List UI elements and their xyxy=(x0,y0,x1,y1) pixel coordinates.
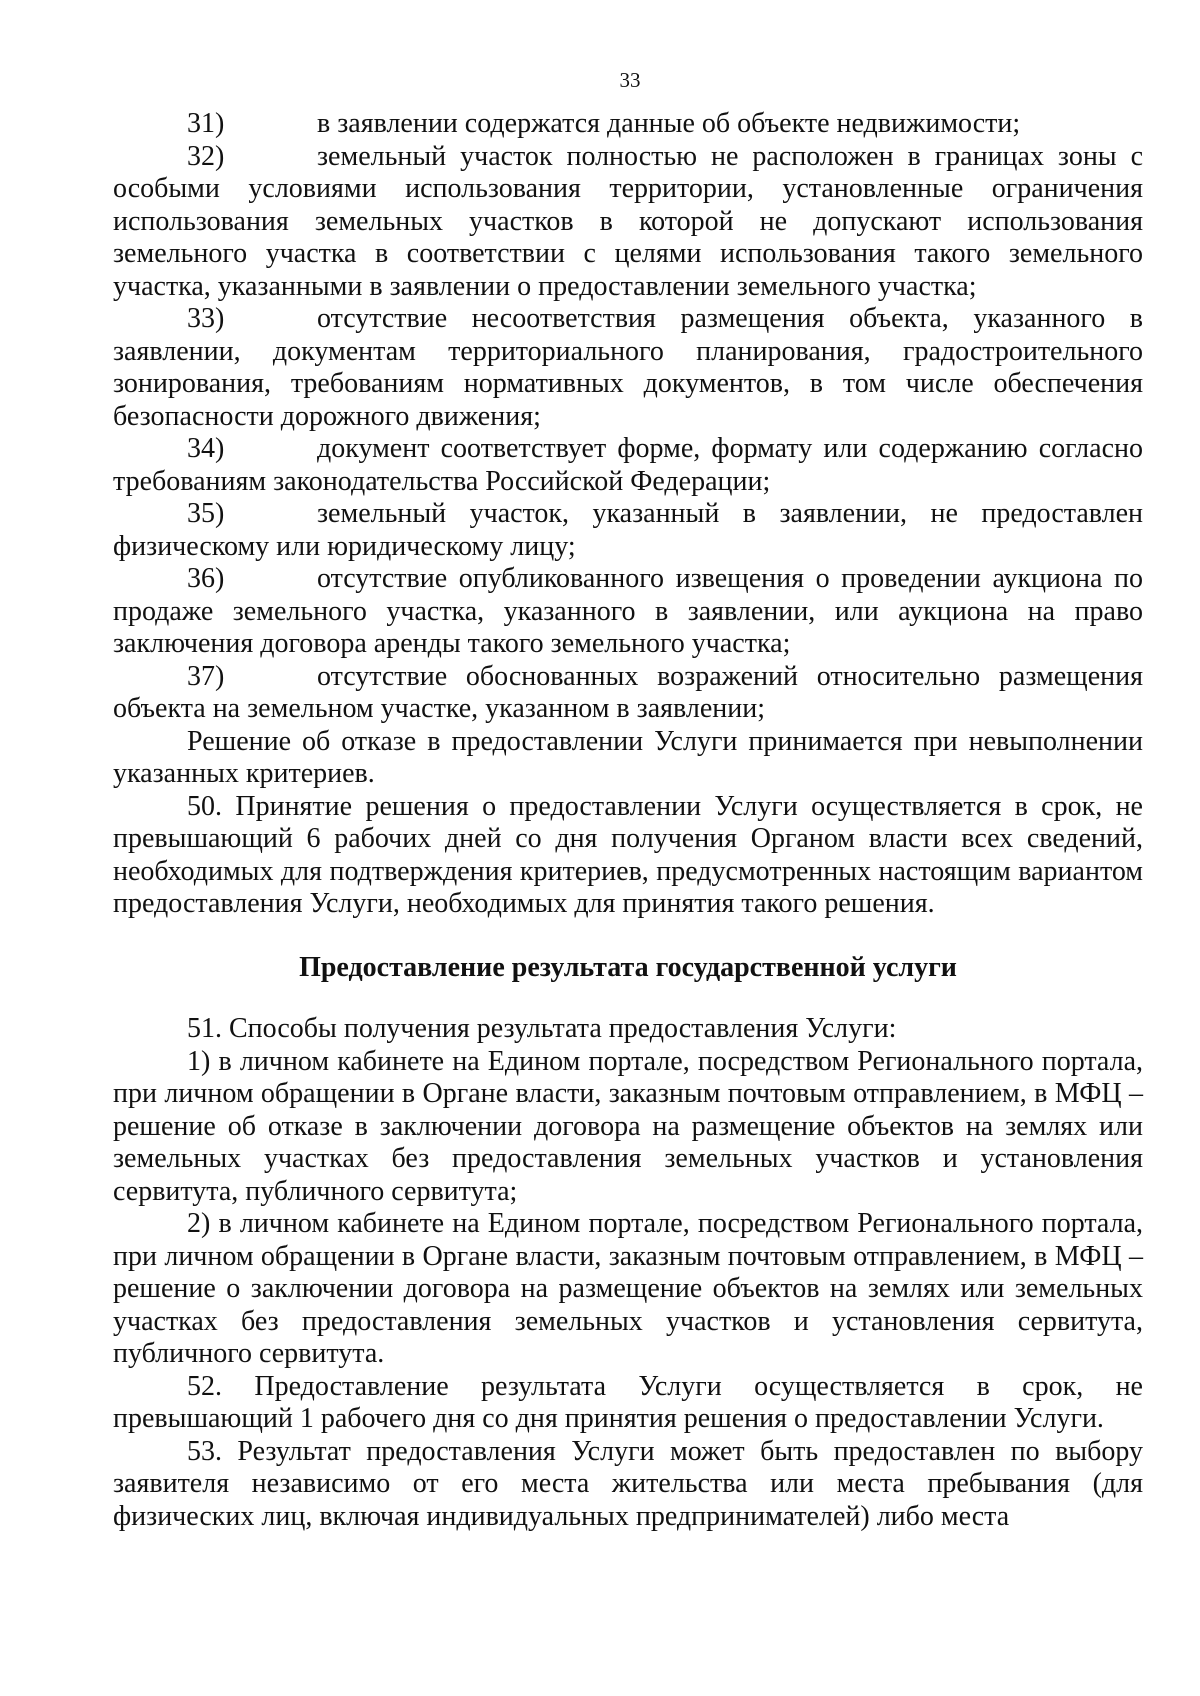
paragraph: 1) в личном кабинете на Едином портале, посредством Регионального портала, при личном обращении в Органе власти, заказным почтовым отправлением, в МФЦ – решение об отказе в заключении договора на размещение объектов на землях или земельных участках без предоставления земельных участков и установления сервитута, публичного сервитута; xyxy=(113,1045,1143,1207)
list-item xyxy=(113,563,1143,661)
list-item xyxy=(113,108,1143,141)
paragraph: 53. Результат предоставления Услуги может быть предоставлен по выбору заявителя независимо от его места жительства или места пребывания (для физических лиц, включая индивидуальных предпринимателей) либо места xyxy=(113,1435,1143,1532)
item-text: отсутствие опубликованного извещения о проведении аукциона по продаже земельного участка, указанного в заявлении, или аукциона на право заключения договора аренды такого земельного участка; xyxy=(113,563,1143,659)
list-item xyxy=(113,141,1143,304)
item-number: 32) xyxy=(187,140,225,172)
paragraph: Решение об отказе в предоставлении Услуги принимается при невыполнении указанных критериев. xyxy=(113,725,1143,789)
item-number: 34) xyxy=(187,433,225,464)
item-number: 31) xyxy=(187,108,225,139)
item-text: отсутствие обоснованных возражений относительно размещения объекта на земельном участке, указанном в заявлении; xyxy=(113,660,1143,724)
list-item xyxy=(113,661,1143,726)
paragraph: 2) в личном кабинете на Едином портале, посредством Регионального портала, при личном обращении в Органе власти, заказным почтовым отправлением, в МФЦ – решение о заключении договора на размещение объектов на землях или земельных участках без предоставления земельных участков и установления сервитута, публичного сервитута. xyxy=(113,1208,1143,1369)
item-number: 33) xyxy=(187,303,225,334)
item-number: 35) xyxy=(187,498,225,529)
page-number: 33 xyxy=(619,68,641,92)
item-text: в заявлении содержатся данные об объекте недвижимости; xyxy=(317,108,1021,139)
item-text: земельный участок, указанный в заявлении, не предоставлен физическому или юридическому лицу; xyxy=(113,498,1143,562)
section-heading: Предоставление результата государственной услуги xyxy=(299,951,957,983)
paragraph: 52. Предоставление результата Услуги осуществляется в срок, не превышающий 1 рабочего дня со дня принятия решения о предоставлении Услуги. xyxy=(113,1370,1143,1434)
paragraph: 51. Способы получения результата предоставления Услуги: xyxy=(187,1013,897,1044)
paragraph: 50. Принятие решения о предоставлении Услуги осуществляется в срок, не превышающий 6 рабочих дней со дня получения Органом власти всех сведений, необходимых для подтверждения критериев, предусмотренных настоящим вариантом предоставления Услуги, необходимых для принятия такого решения. xyxy=(113,790,1143,919)
item-text: документ соответствует форме, формату или содержанию согласно требованиям законодательства Российской Федерации; xyxy=(113,433,1143,497)
list-item xyxy=(113,498,1143,563)
item-text: земельный участок полностью не расположен в границах зоны с особыми условиями использования территории, установленные ограничения использования земельных участков в которой не допускают использования земельного участка в соответствии с целями использования такого земельного участка, указанными в заявлении о предоставлении земельного участка; xyxy=(113,140,1143,302)
list-item xyxy=(113,433,1143,498)
list-item xyxy=(113,303,1143,433)
item-number: 37) xyxy=(187,660,225,692)
document-body xyxy=(113,108,1143,1533)
item-text: отсутствие несоответствия размещения объекта, указанного в заявлении, документам территориального планирования, градостроительного зонирования, требованиям нормативных документов, в том числе обеспечения безопасности дорожного движения; xyxy=(113,303,1143,432)
item-number: 36) xyxy=(187,563,225,594)
